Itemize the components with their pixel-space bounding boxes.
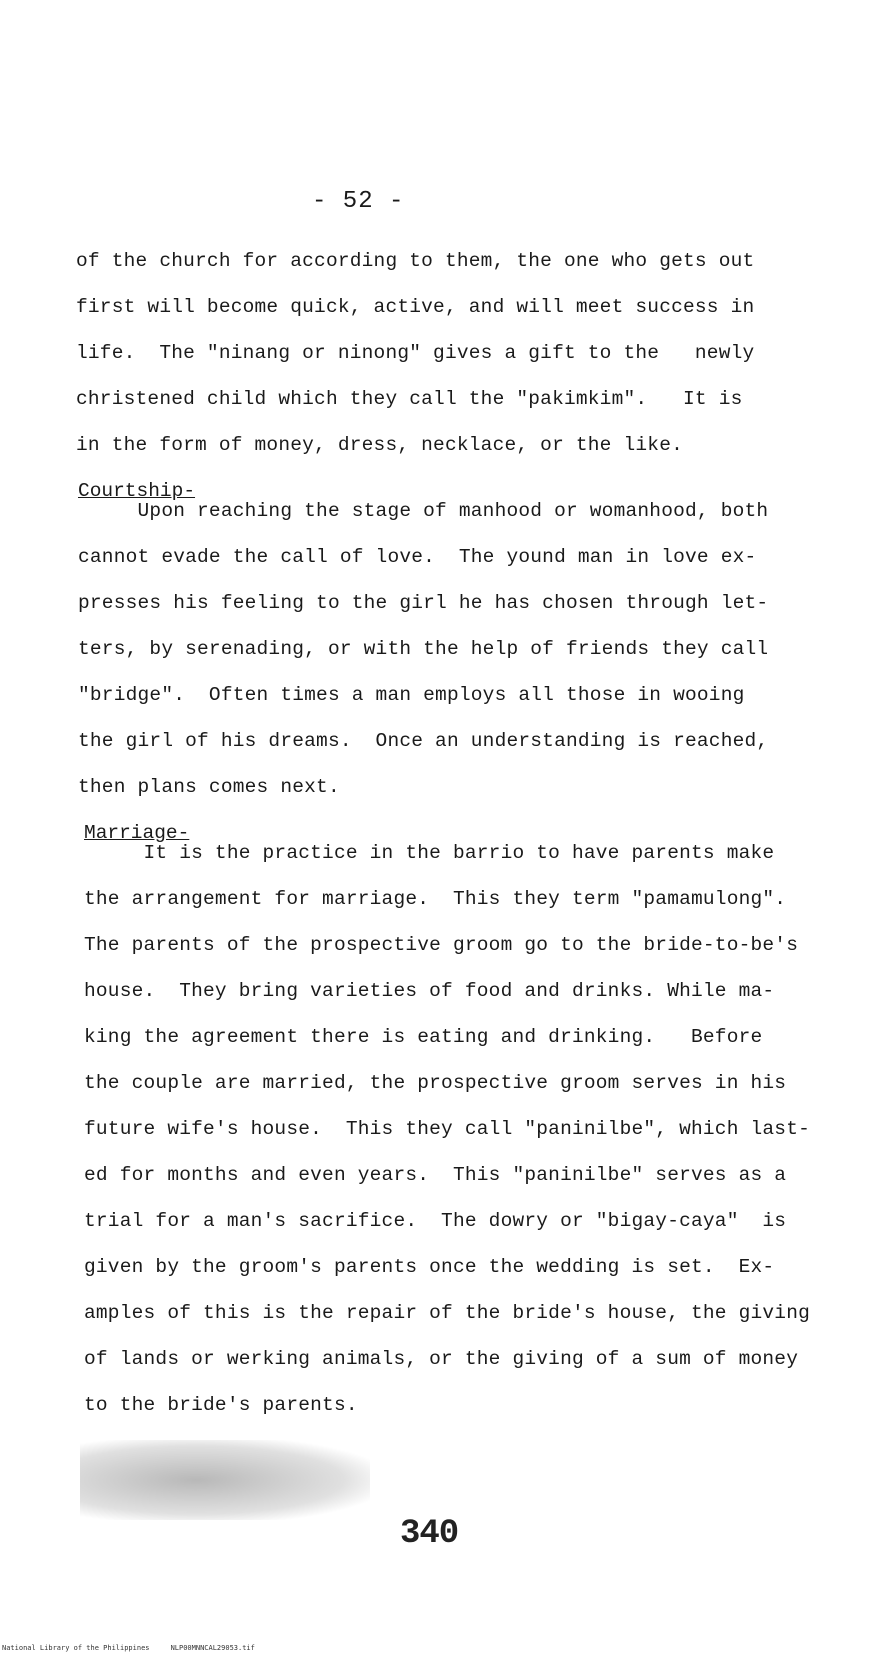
scan-smudge <box>80 1440 370 1520</box>
marriage-heading: Marriage- <box>84 822 190 844</box>
marriage-line: ed for months and even years. This "paninilbe" serves as a <box>84 1164 787 1186</box>
marriage-line: future wife's house. This they call "paninilbe", which last- <box>84 1118 811 1140</box>
intro-line: in the form of money, dress, necklace, or the like. <box>76 434 683 456</box>
marriage-line: The parents of the prospective groom go to the bride-to-be's <box>84 934 799 956</box>
intro-line: life. The "ninang or ninong" gives a gift to the newly <box>76 342 755 364</box>
intro-line: of the church for according to them, the one who gets out <box>76 250 755 272</box>
courtship-heading: Courtship- <box>78 480 196 502</box>
page-number: - 52 - <box>312 188 405 215</box>
marriage-line: given by the groom's parents once the wedding is set. Ex- <box>84 1256 775 1278</box>
courtship-line: cannot evade the call of love. The yound man in love ex- <box>78 546 757 568</box>
marriage-line: the couple are married, the prospective groom serves in his <box>84 1072 787 1094</box>
marriage-line: to the bride's parents. <box>84 1394 358 1416</box>
marriage-line: It is the practice in the barrio to have parents make <box>84 842 775 864</box>
marriage-line: amples of this is the repair of the bride's house, the giving <box>84 1302 811 1324</box>
marriage-line: of lands or werking animals, or the giving of a sum of money <box>84 1348 799 1370</box>
courtship-line: then plans comes next. <box>78 776 340 798</box>
courtship-line: ters, by serenading, or with the help of friends they call <box>78 638 769 660</box>
intro-line: first will become quick, active, and will meet success in <box>76 296 755 318</box>
marriage-line: the arrangement for marriage. This they term "pamamulong". <box>84 888 787 910</box>
courtship-line: the girl of his dreams. Once an understanding is reached, <box>78 730 769 752</box>
intro-line: christened child which they call the "pakimkim". It is <box>76 388 743 410</box>
marriage-line: house. They bring varieties of food and drinks. While ma- <box>84 980 775 1002</box>
archive-footer: National Library of the Philippines NLP00MNNCAL29053.tif <box>2 1644 255 1652</box>
courtship-line: Upon reaching the stage of manhood or womanhood, both <box>78 500 769 522</box>
marriage-line: trial for a man's sacrifice. The dowry or "bigay-caya" is <box>84 1210 787 1232</box>
courtship-line: presses his feeling to the girl he has chosen through let- <box>78 592 769 614</box>
marriage-line: king the agreement there is eating and drinking. Before <box>84 1026 763 1048</box>
courtship-line: "bridge". Often times a man employs all those in wooing <box>78 684 745 706</box>
handwritten-page-stamp: 340 <box>400 1515 459 1553</box>
